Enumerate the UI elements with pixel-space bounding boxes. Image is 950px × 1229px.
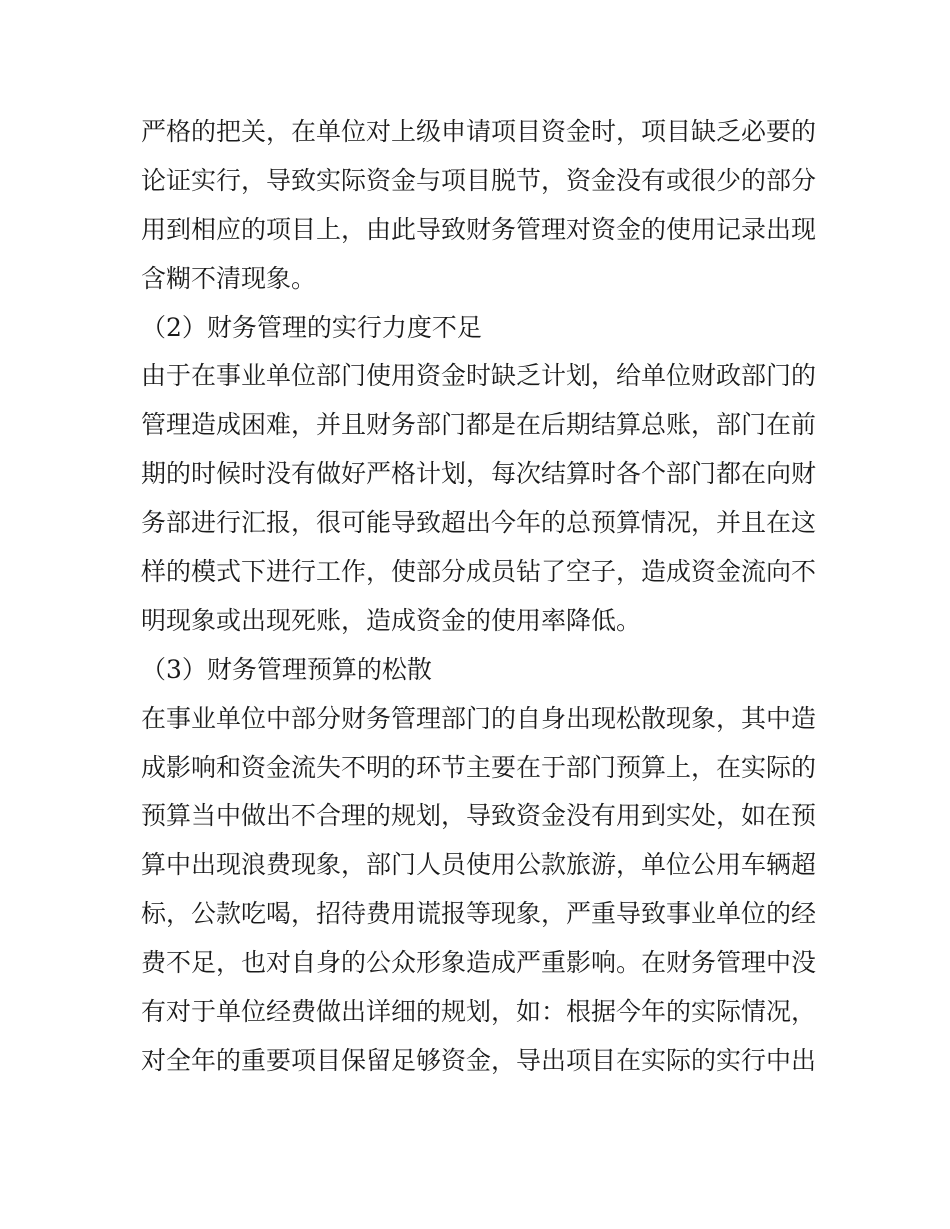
text-line: 费不足，也对自身的公众形象造成严重影响。在财务管理中没 — [141, 948, 817, 978]
text-line: 样的模式下进行工作，使部分成员钻了空子，造成资金流向不 — [141, 557, 817, 587]
text-line: 预算当中做出不合理的规划，导致资金没有用到实处，如在预 — [141, 801, 817, 831]
text-line: 算中出现浪费现象，部门人员使用公款旅游，单位公用车辆超 — [141, 850, 817, 880]
section-heading-2: （2）财务管理的实行力度不足 — [141, 312, 482, 342]
text-line: 对全年的重要项目保留足够资金，导出项目在实际的实行中出 — [141, 1045, 817, 1075]
text-line: 管理造成困难，并且财务部门都是在后期结算总账，部门在前 — [141, 410, 817, 440]
text-line: 期的时候时没有做好严格计划，每次结算时各个部门都在向财 — [141, 459, 817, 489]
text-line: 在事业单位中部分财务管理部门的自身出现松散现象，其中造 — [141, 703, 817, 733]
text-line: 明现象或出现死账，造成资金的使用率降低。 — [141, 605, 642, 635]
text-line: 由于在事业单位部门使用资金时缺乏计划，给单位财政部门的 — [141, 361, 817, 391]
text-line: 成影响和资金流失不明的环节主要在于部门预算上，在实际的 — [141, 752, 817, 782]
text-line: 有对于单位经费做出详细的规划，如：根据今年的实际情况， — [141, 997, 817, 1027]
body-text — [141, 108, 821, 1086]
text-line: 用到相应的项目上，由此导致财务管理对资金的使用记录出现 — [141, 214, 817, 244]
text-line: 标，公款吃喝，招待费用谎报等现象，严重导致事业单位的经 — [141, 899, 817, 929]
text-line: 论证实行，导致实际资金与项目脱节，资金没有或很少的部分 — [141, 165, 817, 195]
text-line: 严格的把关，在单位对上级申请项目资金时，项目缺乏必要的 — [141, 117, 817, 146]
section-heading-3: （3）财务管理预算的松散 — [141, 654, 432, 684]
text-line: 含糊不清现象。 — [141, 263, 317, 293]
text-line: 务部进行汇报，很可能导致超出今年的总预算情况，并且在这 — [141, 508, 817, 538]
